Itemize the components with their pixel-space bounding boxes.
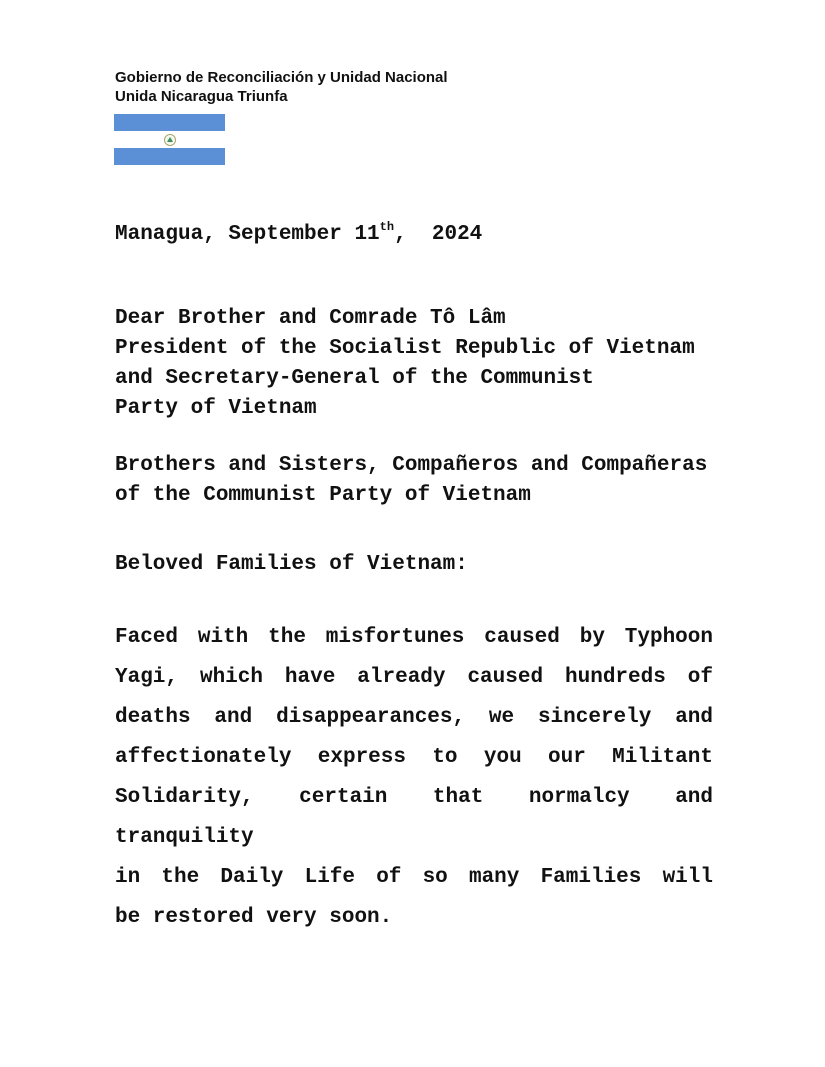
flag-top-band	[114, 114, 225, 131]
addressee-line: and Secretary-General of the Communist	[115, 367, 594, 390]
families-greeting: Beloved Families of Vietnam:	[115, 553, 468, 576]
body-line: be restored very soon.	[115, 906, 393, 929]
addressee-line: President of the Socialist Republic of Vietnam	[115, 337, 695, 360]
flag-middle-band	[114, 131, 225, 148]
body-line: Faced with the misfortunes caused by Typhoon	[115, 626, 713, 649]
secondary-greeting	[115, 451, 707, 511]
nicaragua-flag	[114, 114, 225, 165]
body-line: in the Daily Life of so many Families will	[115, 866, 713, 889]
body-line: deaths and disappearances, we sincerely and	[115, 706, 713, 729]
coat-of-arms-icon	[164, 134, 176, 146]
addressee-line: Party of Vietnam	[115, 397, 317, 420]
date-prefix: Managua, September 11	[115, 223, 380, 246]
body-line: affectionately express to you our Militant	[115, 746, 713, 769]
greeting-line: of the Communist Party of Vietnam	[115, 484, 531, 507]
addressee-block	[115, 304, 695, 424]
flag-bottom-band	[114, 148, 225, 165]
letterhead-motto: Unida Nicaragua Triunfa	[115, 88, 288, 105]
addressee-line: Dear Brother and Comrade Tô Lâm	[115, 307, 506, 330]
letter-date	[115, 220, 482, 246]
date-year: , 2024	[394, 223, 483, 246]
letterhead-government-name: Gobierno de Reconciliación y Unidad Nacional	[115, 69, 448, 86]
body-line: Solidarity, certain that normalcy and tranquility	[115, 786, 713, 849]
letterhead	[115, 68, 448, 106]
greeting-line: Brothers and Sisters, Compañeros and Compañeras	[115, 454, 708, 477]
date-ordinal: th	[379, 220, 395, 234]
body-line: Yagi, which have already caused hundreds of	[115, 666, 713, 689]
letter-body	[115, 618, 713, 938]
